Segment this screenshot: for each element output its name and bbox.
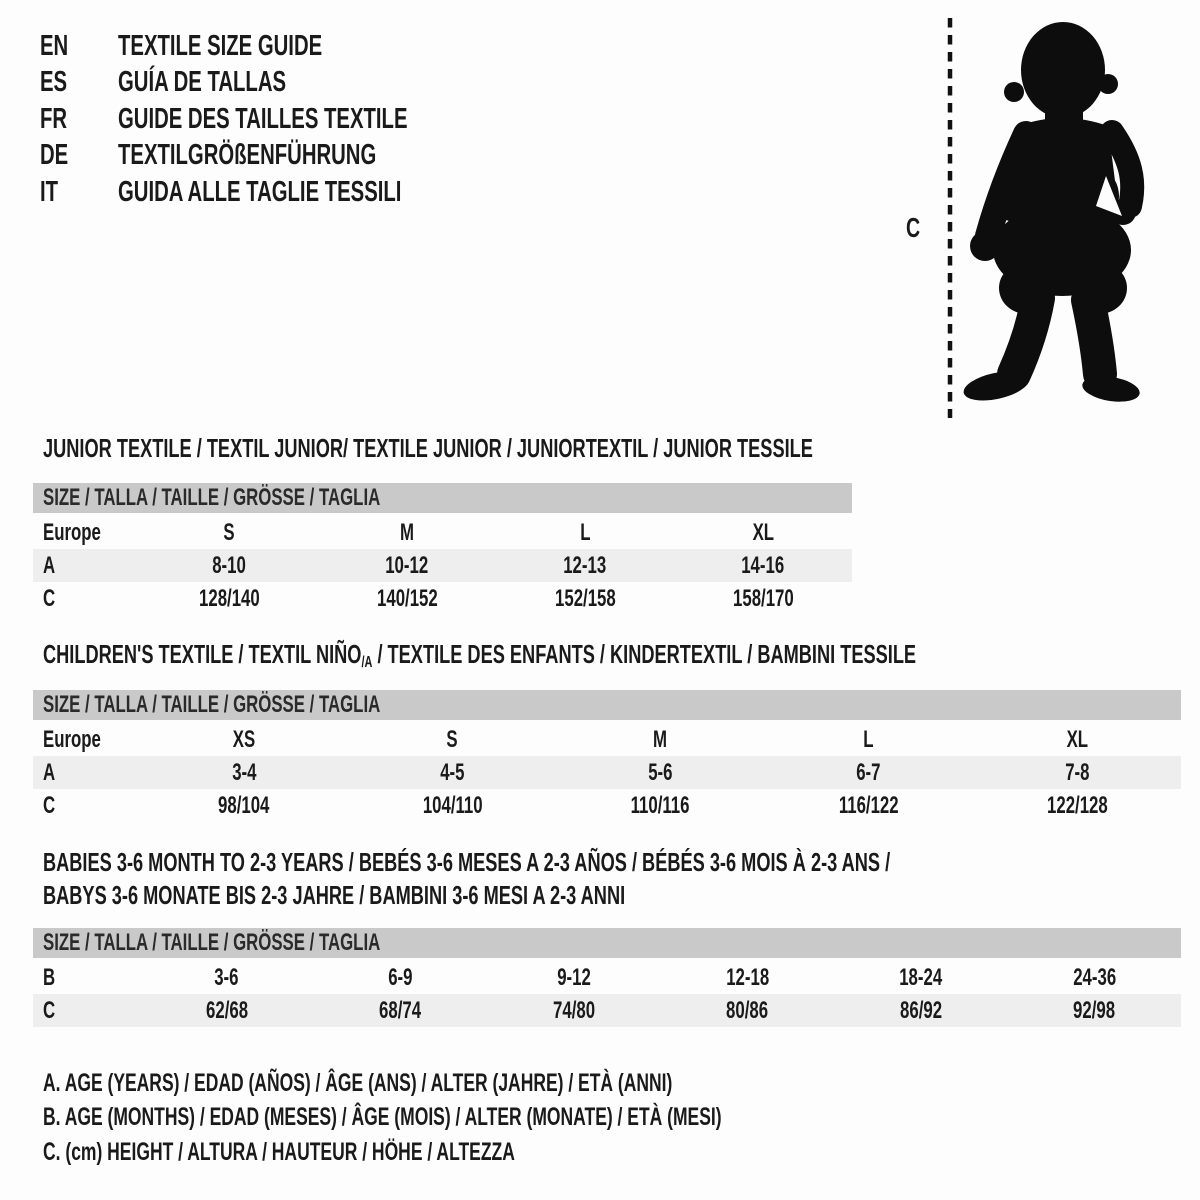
size-header-bar: SIZE / TALLA / TAILLE / GRÖSSE / TAGLIA (33, 928, 1181, 958)
language-code: IT (40, 175, 59, 208)
months-value: 24-36 (1072, 963, 1116, 991)
language-code: ES (40, 66, 68, 99)
size-value: L (579, 518, 591, 546)
height-value: 74/80 (552, 996, 595, 1024)
section-heading-babies: BABIES 3-6 MONTH TO 2-3 YEARS / BEBÉS 3-6 MESES A 2-3 AÑOS / BÉBÉS 3-6 MOIS À 2-3 ANS / BABYS 3-6 MONATE BIS 2-3 JAHRE / BAMBINI 3-6 MESI A 2-3 ANNI (43, 847, 891, 910)
size-value: S (223, 518, 235, 546)
height-value: 104/110 (422, 791, 483, 819)
legend (43, 1066, 1012, 1170)
legend-line-c: C. (cm) HEIGHT / ALTURA / HAUTEUR / HÖHE / ALTEZZA (43, 1137, 515, 1166)
row-label: A (43, 551, 56, 579)
table-row-height (33, 994, 1181, 1027)
language-code: EN (40, 29, 69, 62)
table-row-age (33, 756, 1181, 789)
language-row (40, 28, 532, 65)
months-value: 6-9 (388, 963, 413, 991)
language-title: GUÍA DE TALLAS (118, 66, 287, 99)
height-value: 122/128 (1046, 791, 1108, 819)
size-value: XS (232, 725, 256, 753)
age-value: 3-4 (231, 758, 257, 786)
height-value: 158/170 (732, 584, 794, 612)
months-value: 9-12 (556, 963, 591, 991)
row-label: C (43, 996, 56, 1024)
language-code: FR (40, 102, 68, 135)
section-heading-junior: JUNIOR TEXTILE / TEXTIL JUNIOR/ TEXTILE JUNIOR / JUNIORTEXTIL / JUNIOR TESSILE (43, 433, 813, 463)
row-label: A (43, 758, 56, 786)
height-value: 140/152 (376, 584, 438, 612)
height-value: 152/158 (554, 584, 616, 612)
height-value: 110/116 (631, 791, 690, 819)
months-value: 18-24 (899, 963, 943, 991)
height-value: 86/92 (899, 996, 942, 1024)
age-value: 4-5 (440, 758, 465, 786)
table-row-age (33, 549, 852, 582)
size-value: M (400, 518, 414, 546)
height-figure (890, 10, 1180, 425)
language-title: TEXTILGRÖßENFÜHRUNG (118, 139, 377, 172)
language-code: DE (40, 139, 69, 172)
row-label: C (43, 584, 56, 612)
table-row-europe (33, 516, 852, 549)
height-value: 92/98 (1073, 996, 1116, 1024)
height-value: 98/104 (218, 791, 270, 819)
junior-size-table (33, 483, 852, 615)
height-value: 62/68 (205, 996, 248, 1024)
section-heading-children: CHILDREN'S TEXTILE / TEXTIL $NIÑO_{/A}$ / TEXTILE DES ENFANTS / KINDERTEXTIL / BAMBINI TESSILE (43, 639, 917, 671)
legend-line-a: A. AGE (YEARS) / EDAD (AÑOS) / ÂGE (ANS) / ALTER (JAHRE) / ETÀ (ANNI) (43, 1068, 673, 1097)
row-label: Europe (43, 518, 101, 546)
table-row-height (33, 789, 1181, 822)
size-value: XL (1066, 725, 1088, 753)
language-row (40, 65, 532, 102)
size-header-bar: SIZE / TALLA / TAILLE / GRÖSSE / TAGLIA (33, 690, 1181, 720)
language-row (40, 174, 532, 211)
age-value: 6-7 (856, 758, 881, 786)
legend-line-b: B. AGE (MONTHS) / EDAD (MESES) / ÂGE (MOIS) / ALTER (MONATE) / ETÀ (MESI) (43, 1103, 722, 1132)
language-title: GUIDA ALLE TAGLIE TESSILI (118, 175, 402, 208)
language-title: GUIDE DES TAILLES TEXTILE (118, 102, 408, 135)
row-label: B (43, 963, 56, 991)
baby-silhouette-icon (961, 22, 1142, 406)
language-row (40, 101, 532, 138)
height-measure-label: C (906, 212, 921, 243)
heading-subscript: /A (361, 653, 373, 671)
age-value: 8-10 (212, 551, 246, 579)
height-value: 80/86 (726, 996, 769, 1024)
language-list (40, 28, 532, 211)
size-value: M (653, 725, 668, 753)
height-value: 116/122 (838, 791, 899, 819)
table-row-height (33, 582, 852, 615)
height-value: 128/140 (198, 584, 260, 612)
babies-size-table (33, 928, 1181, 1027)
language-title: TEXTILE SIZE GUIDE (118, 29, 323, 62)
children-size-table (33, 690, 1181, 822)
row-label: C (43, 791, 56, 819)
table-row-months (33, 961, 1181, 994)
age-value: 10-12 (385, 551, 429, 579)
language-row (40, 138, 532, 175)
age-value: 5-6 (648, 758, 673, 786)
row-label: Europe (43, 725, 101, 753)
months-value: 3-6 (214, 963, 239, 991)
height-value: 68/74 (379, 996, 422, 1024)
size-value: L (863, 725, 874, 753)
age-value: 12-13 (563, 551, 607, 579)
months-value: 12-18 (725, 963, 769, 991)
table-row-europe (33, 723, 1181, 756)
size-header-bar: SIZE / TALLA / TAILLE / GRÖSSE / TAGLIA (33, 483, 852, 513)
age-value: 14-16 (741, 551, 785, 579)
size-value: S (446, 725, 458, 753)
age-value: 7-8 (1064, 758, 1090, 786)
size-value: XL (752, 518, 774, 546)
